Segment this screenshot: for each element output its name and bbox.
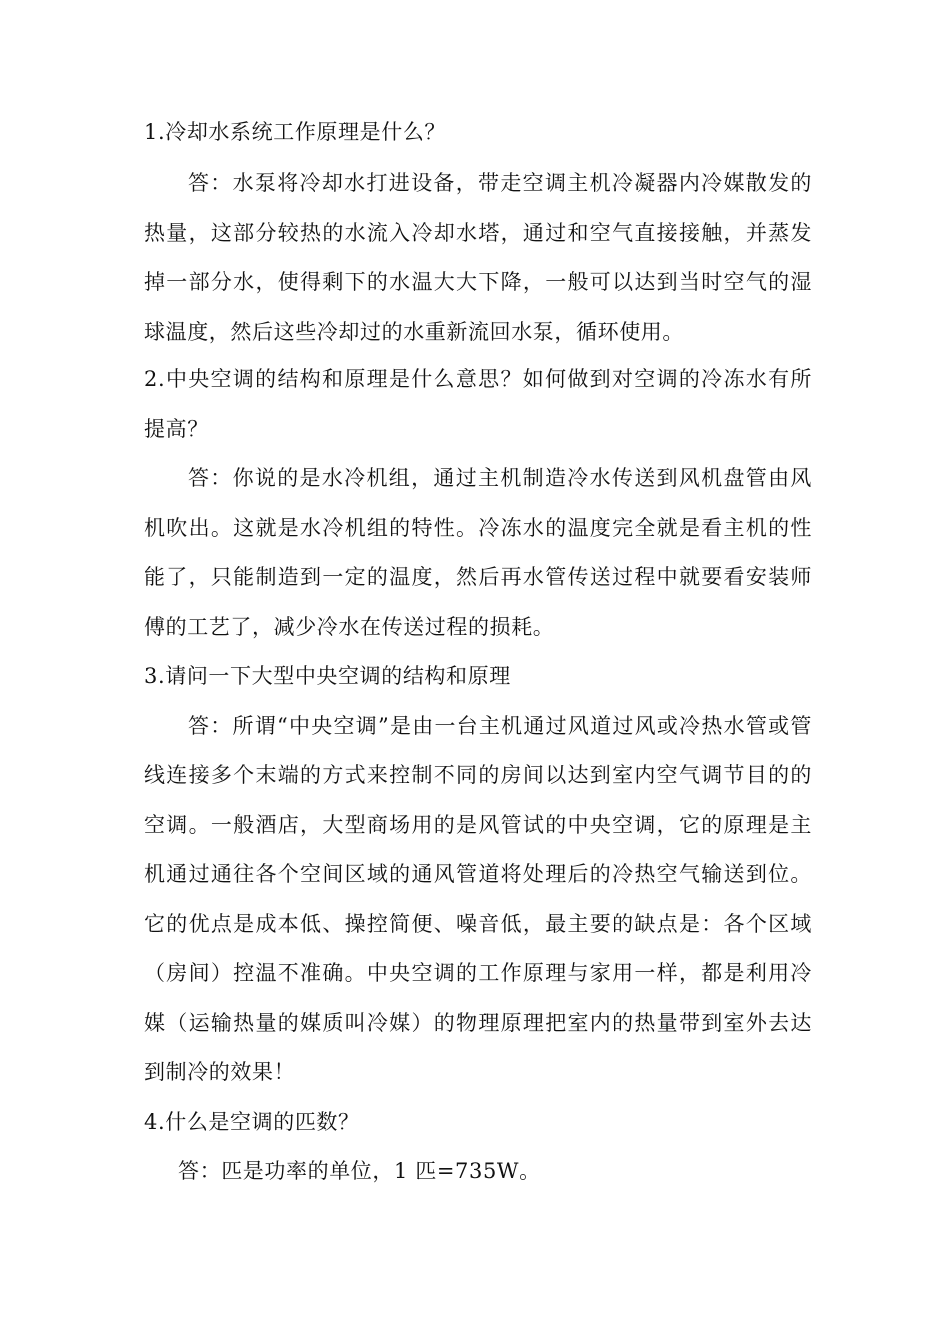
document-body: [144, 113, 812, 1197]
answer-1: 答：水泵将冷却水打进设备，带走空调主机冷凝器内冷媒散发的热量，这部分较热的水流入冷却水塔，通过和空气直接接触，并蒸发掉一部分水，使得剩下的水温大大下降，一般可以达到当时空气的湿球温度，然后这些冷却过的水重新流回水泵，循环使用。: [144, 171, 812, 344]
question-1: 1.冷却水系统工作原理是什么？: [144, 120, 447, 144]
question-3: 3.请问一下大型中央空调的结构和原理: [144, 664, 511, 688]
answer-4: 答：匹是功率的单位，1 匹=735W。: [178, 1159, 541, 1183]
answer-2: 答：你说的是水冷机组，通过主机制造冷水传送到风机盘管由风机吹出。这就是水冷机组的特性。冷冻水的温度完全就是看主机的性能了，只能制造到一定的温度，然后再水管传送过程中就要看安装师傅的工艺了，减少冷水在传送过程的损耗。: [144, 466, 812, 639]
question-2: 2.中央空调的结构和原理是什么意思？如何做到对空调的冷冻水有所提高？: [144, 367, 812, 441]
question-4: 4.什么是空调的匹数？: [144, 1109, 360, 1134]
answer-3: 答：所谓“中央空调”是由一台主机通过风道过风或冷热水管或管线连接多个末端的方式来控制不同的房间以达到室内空气调节目的的空调。一般酒店，大型商场用的是风管试的中央空调，它的原理是主机通过通往各个空间区域的通风管道将处理后的冷热空气输送到位。它的优点是成本低、操控简便、噪音低，最主要的缺点是：各个区域（房间）控温不准确。中央空调的工作原理与家用一样，都是利用冷媒（运输热量的媒质叫冷媒）的物理原理把室内的热量带到室外去达到制冷的效果！: [144, 713, 812, 1084]
